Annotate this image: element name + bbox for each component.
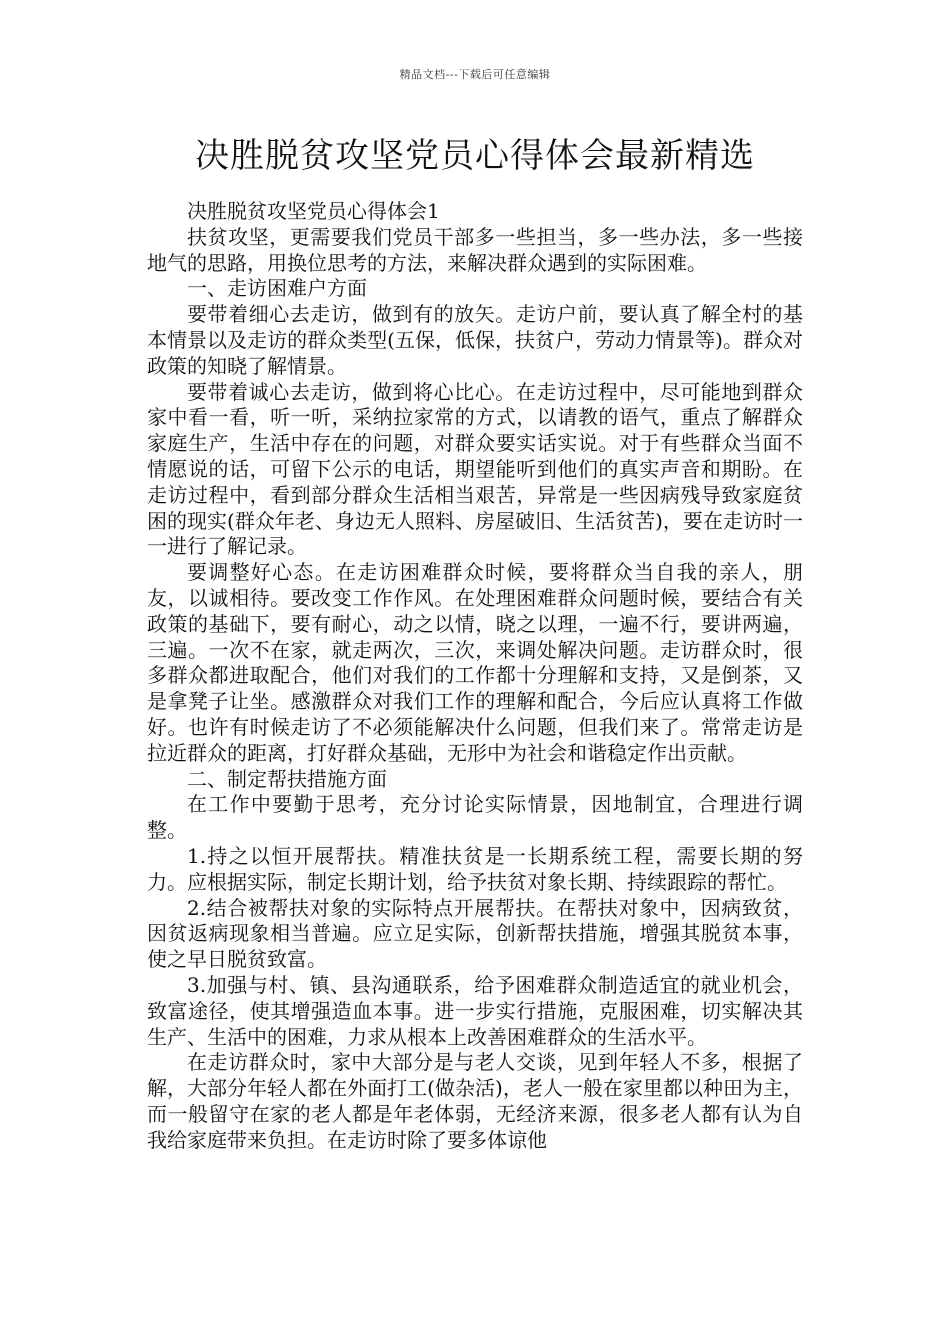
document-body xyxy=(147,199,803,1153)
paragraph: 扶贫攻坚，更需要我们党员干部多一些担当，多一些办法，多一些接地气的思路，用换位思考的方法，来解决群众遇到的实际困难。 xyxy=(147,224,803,275)
paragraph: 在工作中要勤于思考，充分讨论实际情景，因地制宜，合理进行调整。 xyxy=(147,792,803,843)
section-heading: 一、走访困难户方面 xyxy=(187,276,367,301)
list-item: 1.持之以恒开展帮扶。精准扶贫是一长期系统工程，需要长期的努力。应根据实际，制定长期计划，给予扶贫对象长期、持续跟踪的帮忙。 xyxy=(147,843,803,894)
section-heading: 二、制定帮扶措施方面 xyxy=(187,766,387,791)
list-item: 3.加强与村、镇、县沟通联系，给予困难群众制造适宜的就业机会，致富途径，使其增强造血本事。进一步实行措施，克服困难，切实解决其生产、生活中的困难，力求从根本上改善困难群众的生活水平。 xyxy=(147,972,803,1049)
page-header: 精品文档---下载后可任意编辑 xyxy=(399,68,551,81)
paragraph: 要带着细心去走访，做到有的放矢。走访户前，要认真了解全村的基本情景以及走访的群众类型(五保，低保，扶贫户，劳动力情景等)。群众对政策的知晓了解情景。 xyxy=(147,302,803,378)
paragraph-subtitle: 决胜脱贫攻坚党员心得体会1 xyxy=(187,199,440,223)
paragraph: 要带着诚心去走访，做到将心比心。在走访过程中，尽可能地到群众家中看一看，听一听，采纳拉家常的方式，以请教的语气，重点了解群众家庭生产，生活中存在的问题，对群众要实话实说。对于有些群众当面不情愿说的话，可留下公示的电话，期望能听到他们的真实声音和期盼。在走访过程中，看到部分群众生活相当艰苦，异常是一些因病残导致家庭贫困的现实(群众年老、身边无人照料、房屋破旧、生活贫苦)，要在走访时一一进行了解记录。 xyxy=(147,379,803,559)
paragraph: 在走访群众时，家中大部分是与老人交谈，见到年轻人不多，根据了解，大部分年轻人都在外面打工(做杂活)，老人一般在家里都以种田为主，而一般留守在家的老人都是年老体弱，无经济来源，很多老人都有认为自我给家庭带来负担。在走访时除了要多体谅他 xyxy=(147,1050,803,1152)
list-item: 2.结合被帮扶对象的实际特点开展帮扶。在帮扶对象中，因病致贫，因贫返病现象相当普遍。应立足实际，创新帮扶措施，增强其脱贫本事，使之早日脱贫致富。 xyxy=(147,895,803,972)
document-title: 决胜脱贫攻坚党员心得体会最新精选 xyxy=(195,136,755,176)
paragraph: 要调整好心态。在走访困难群众时候，要将群众当自我的亲人，朋友，以诚相待。要改变工作作风。在处理困难群众问题时候，要结合有关政策的基础下，要有耐心，动之以情，晓之以理，一遍不行，要讲两遍，三遍。一次不在家，就走两次，三次，来调处解决问题。走访群众时，很多群众都进取配合，他们对我们的工作都十分理解和支持，又是倒茶，又是拿凳子让坐。感激群众对我们工作的理解和配合，今后应认真将工作做好。也许有时候走访了不必须能解决什么问题，但我们来了。常常走访是拉近群众的距离，打好群众基础，无形中为社会和谐稳定作出贡献。 xyxy=(147,560,803,765)
